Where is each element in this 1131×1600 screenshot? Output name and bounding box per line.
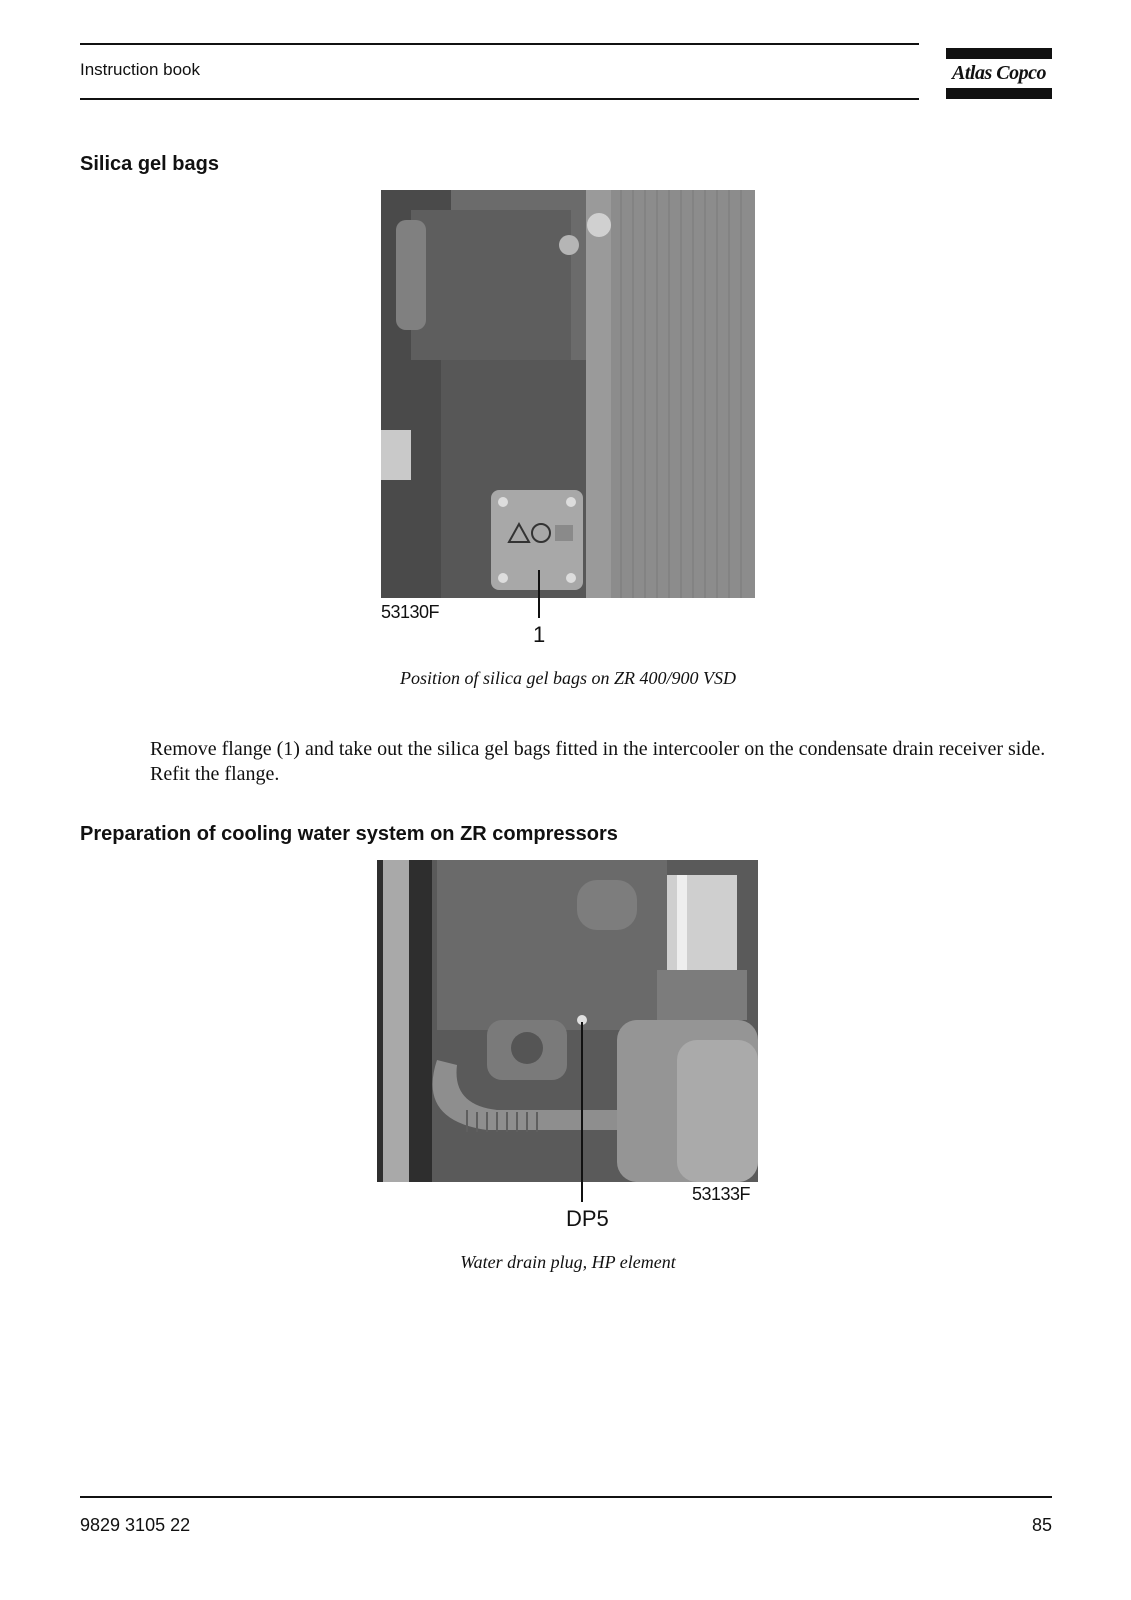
callout-line-1 — [538, 570, 540, 618]
footer-rule — [80, 1496, 1052, 1498]
callout-label-1: 1 — [533, 622, 546, 647]
photo-water-drain-plug — [377, 860, 758, 1182]
figure-caption-water-drain: Water drain plug, HP element — [460, 1252, 676, 1272]
section-heading-silica-gel: Silica gel bags — [80, 153, 219, 175]
body-paragraph-remove-flange: Remove flange (1) and take out the silica gel bags fitted in the intercooler on the condensate drain receiver side. Refit the flange. — [150, 738, 1046, 785]
section-heading-cooling-water: Preparation of cooling water system on ZR compressors — [80, 823, 618, 845]
photo-water-drain-drawing — [377, 860, 758, 1182]
footer-document-number: 9829 3105 22 — [80, 1515, 191, 1535]
photo-silica-gel-position — [381, 190, 755, 598]
figure-caption-silica-gel: Position of silica gel bags on ZR 400/900 VSD — [400, 668, 736, 688]
figure-code-53133F: 53133F — [692, 1184, 751, 1204]
callout-label-dp5: DP5 — [566, 1206, 609, 1231]
photo-silica-gel-drawing — [381, 190, 755, 598]
atlas-copco-logo — [946, 48, 1052, 100]
footer-page-number: 85 — [1031, 1515, 1052, 1535]
callout-line-dp5 — [581, 1022, 583, 1202]
header-bottom-rule — [80, 98, 919, 100]
logo-wordmark: Atlas Copco — [952, 62, 1046, 84]
header-top-rule — [80, 43, 919, 45]
header-title: Instruction book — [80, 60, 201, 79]
figure-code-53130F: 53130F — [381, 602, 440, 622]
